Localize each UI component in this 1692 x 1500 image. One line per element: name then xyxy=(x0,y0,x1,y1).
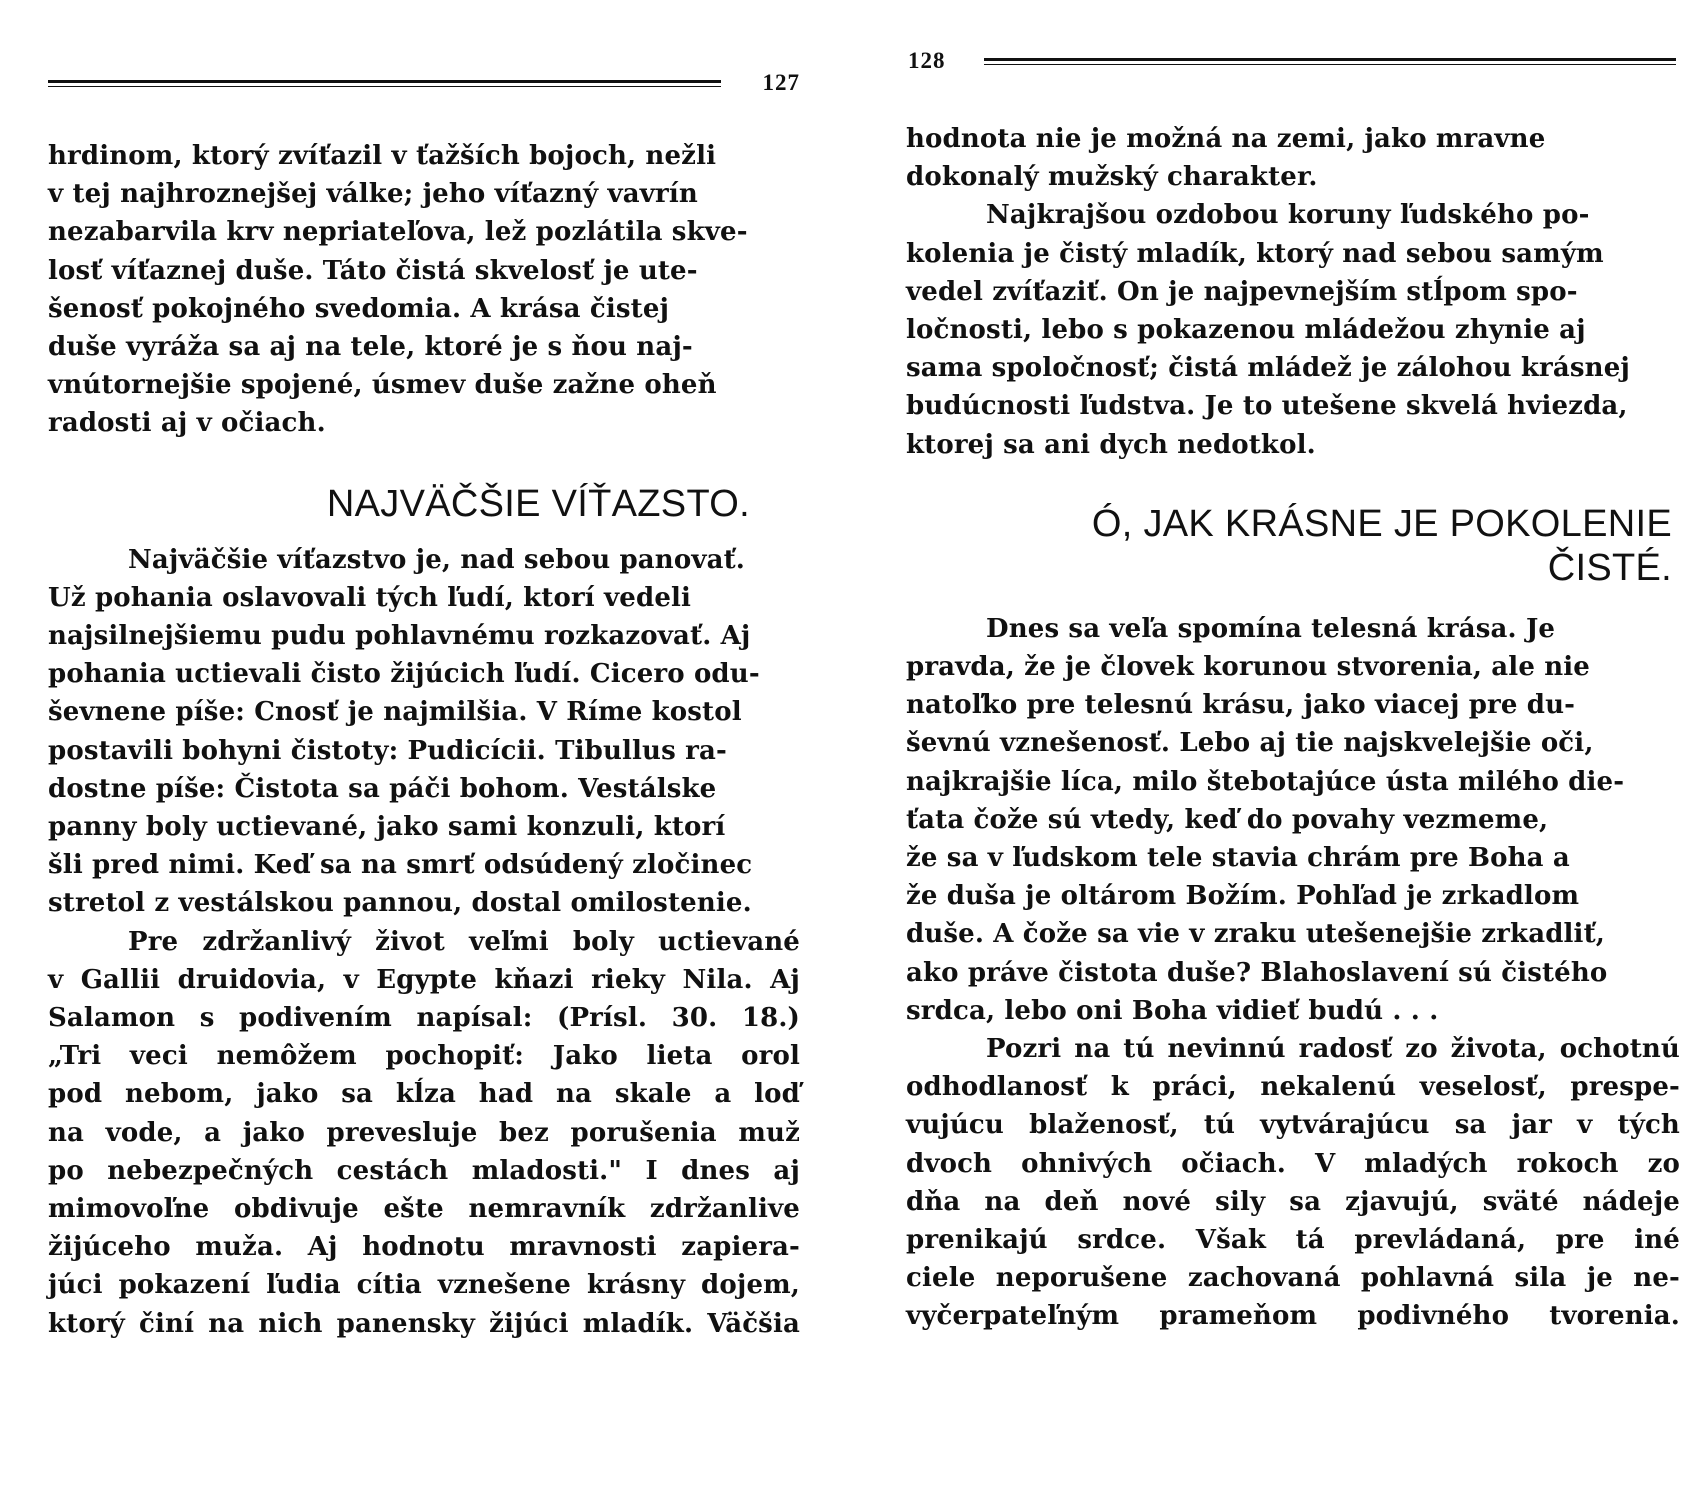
continued-paragraph: hodnota nie je možná na zemi, jako mravne dokonalý mužský charakter. xyxy=(906,124,1546,193)
page-number: 128 xyxy=(908,48,946,73)
right-page-header xyxy=(908,48,1676,74)
continued-paragraph: hrdinom, ktorý zvíťazil v ťažších bojoch, nežli v tej najhroznejšej válke; jeho víťazný vavrín nezabarvila krv nepriateľova, lež pozlátila skve- losť víťaznej duše. Táto čistá skvelosť je ute- šenosť pokojného svedomia. A krása čistej duše vyráža sa aj na tele, ktoré je s ňou naj- vnútornejšie spojené, úsmev duše zažne oheň radosti aj v očiach. xyxy=(48,141,748,439)
left-text-column xyxy=(48,137,800,1343)
paragraph: Dnes sa veľa spomína telesná krása. Je pravda, že je človek korunou stvorenia, ale nie natoľko pre telesnú krásu, jako viacej pre du- ševnú vznešenosť. Lebo aj tie najskvelejšie oči, najkrajšie líca, milo štebotajúce ústa milého die- ťata čože sú vtedy, keď do povahy vezmeme, že sa v ľudskom tele stavia chrám pre Boha a že duša je oltárom Božím. Pohľad je zrkadlom duše. A čože sa vie v zraku utešenejšie zrkadliť, ako práve čistota duše? Blahoslavení sú čistého srdca, lebo oni Boha vidieť budú . . . xyxy=(906,613,1625,1026)
paragraph: Najväčšie víťazstvo je, nad sebou panovať. Už pohania oslavovali tých ľudí, ktorí vedeli najsilnejšiemu pudu pohlavnému rozkazovať. Aj pohania uctievali čisto žijúcich ľudí. Cicero odu- ševnene píše: Cnosť je najmilšia. V Ríme kostol postavili bohyni čistoty: Pudicícii. Tibullus ra- dostne píše: Čistota sa páči bohom. Vestálske panny boly uctievané, jako sami konzuli, ktorí šli pred nimi. Keď sa na smrť odsúdený zločinec stretol z vestálskou pannou, dostal omilostenie. xyxy=(48,544,760,919)
paragraph: Pozri na tú nevinnú radosť zo života, ochotnú odhodlanosť k práci, nekalenú veselosť, prespe- vujúcu blaženosť, tú vytvárajúcu sa jar v tých dvoch ohnivých očiach. V mladých rokoch zo dňa na deň nové sily sa zjavujú, sväté nádeje prenikajú srdce. Však tá prevládaná, pre iné ciele neporušene zachovaná pohlavná sila je ne- vyčerpateľným prameňom podivného tvorenia. xyxy=(906,1034,1680,1332)
paragraph: Najkrajšou ozdobou koruny ľudského po- kolenia je čistý mladík, ktorý nad sebou samým vedel zvíťaziť. On je najpevnejším stĺpom spo- ločnosti, lebo s pokazenou mládežou zhynie aj sama spoločnosť; čistá mládež je zálohou krásnej budúcnosti ľudstva. Je to utešene skvelá hviezda, ktorej sa ani dych nedotkol. xyxy=(906,200,1630,460)
section-heading: Ó, JAK KRÁSNE JE POKOLENIE ČISTÉ. xyxy=(1091,502,1672,589)
section-heading: NAJVÄČŠIE VÍŤAZSTO. xyxy=(326,482,750,525)
right-page xyxy=(846,0,1692,1500)
paragraph: Pre zdržanlivý život veľmi boly uctievané v Gallii druidovia, v Egypte kňazi rieky Nila. Aj Salamon s podivením napísal: (Prísl. 30. 18.) „Tri veci nemôžem pochopiť: Jako lieta orol pod nebom, jako sa kĺza had na skale a loď na vode, a jako prevesluje bez porušenia muž po nebezpečných cestách mladosti." I dnes aj mimovoľne obdivuje ešte nemravník zdržanlive žijúceho muža. Aj hodnotu mravnosti zapiera- júci pokazení ľudia cítia vznešene krásny dojem, ktorý činí na nich panensky žijúci mladík. Väčšia xyxy=(48,926,800,1339)
right-text-column xyxy=(906,120,1680,1336)
left-page-header xyxy=(48,70,800,96)
header-rule xyxy=(48,80,721,87)
page-number: 127 xyxy=(762,70,800,95)
header-rule xyxy=(984,58,1677,65)
